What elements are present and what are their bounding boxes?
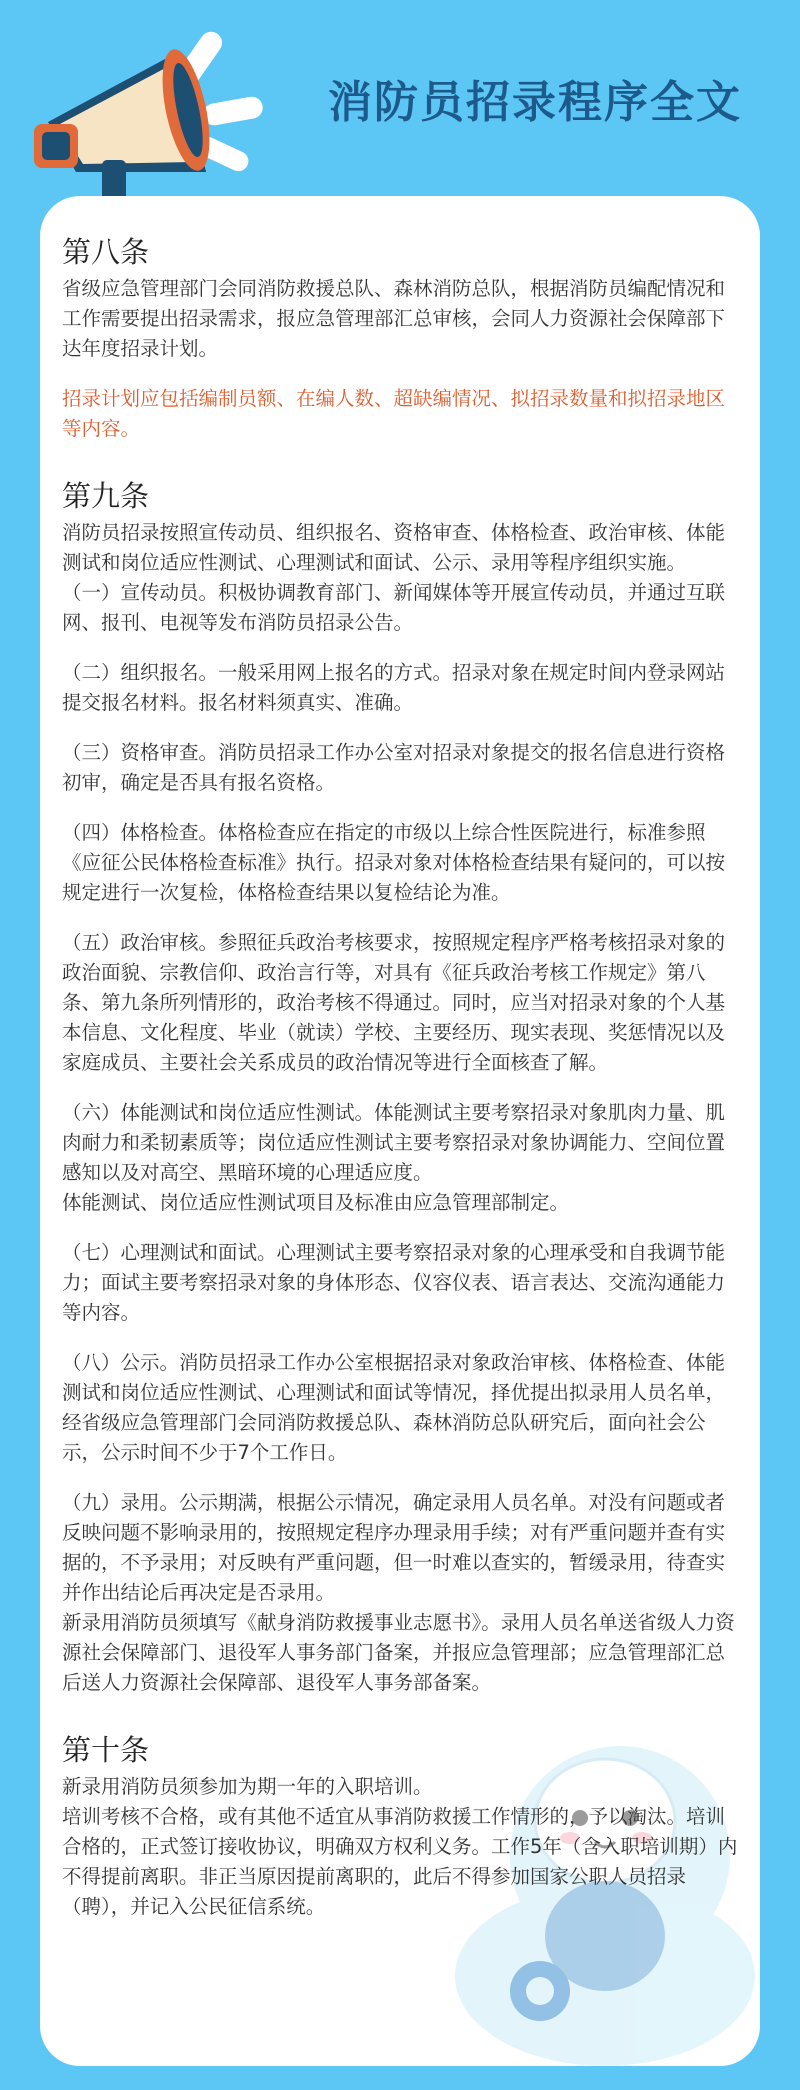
article-9-item: （七）心理测试和面试。心理测试主要考察招录对象的心理承受和自我调节能力；面试主要考察招录对象的身体形态、仪容仪表、语言表达、交流沟通能力等内容。 (62, 1241, 726, 1324)
content-card (40, 196, 760, 2066)
article-8-heading: 第八条 (62, 235, 150, 269)
article-9-item: （五）政治审核。参照征兵政治考核要求，按照规定程序严格考核招录对象的政治面貌、宗教信仰、政治言行等，对具有《征兵政治考核工作规定》第八条、第九条所列情形的，政治考核不得通过。同时，应当对招录对象的个人基本信息、文化程度、毕业（就读）学校、主要经历、现实表现、奖惩情况以及家庭成员、主要社会关系成员的政治情况等进行全面核查了解。 (62, 931, 726, 1074)
article-9-intro: 消防员招录按照宣传动员、组织报名、资格审查、体格检查、政治审核、体能测试和岗位适应性测试、心理测试和面试、公示、录用等程序组织实施。 (62, 521, 726, 574)
megaphone-icon (28, 22, 268, 212)
article-9-item: （三）资格审查。消防员招录工作办公室对招录对象提交的报名信息进行资格初审，确定是否具有报名资格。 (62, 741, 726, 794)
article-9-item: （九）录用。公示期满，根据公示情况，确定录用人员名单。对没有问题或者反映问题不影响录用的，按照规定程序办理录用手续；对有严重问题并查有实据的，不予录用；对反映有严重问题，但一时难以查实的，暂缓录用，待查实并作出结论后再决定是否录用。 (62, 1491, 726, 1604)
article-10-line-1: 新录用消防员须参加为期一年的入职培训。 (62, 1775, 433, 1798)
article-content (62, 232, 742, 1922)
article-9-item: （八）公示。消防员招录工作办公室根据招录对象政治审核、体格检查、体能测试和岗位适应性测试、心理测试和面试等情况，择优提出拟录用人员名单，经省级应急管理部门会同消防救援总队、森林消防总队研究后，面向社会公示，公示时间不少于7个工作日。 (62, 1351, 726, 1464)
article-10-line-2: 培训考核不合格，或有其他不适宜从事消防救援工作情形的，予以淘汰。培训合格的，正式签订接收协议，明确双方权利义务。工作5年（含入职培训期）内不得提前离职。非正当原因提前离职的，此后不得参加国家公职人员招录（聘），并记入公民征信系统。 (62, 1805, 738, 1918)
article-9-item: （一）宣传动员。积极协调教育部门、新闻媒体等开展宣传动员，并通过互联网、报刊、电视等发布消防员招录公告。 (62, 581, 726, 634)
header (0, 0, 800, 200)
article-9-item: （二）组织报名。一般采用网上报名的方式。招录对象在规定时间内登录网站提交报名材料。报名材料须真实、准确。 (62, 661, 726, 714)
article-10-heading: 第十条 (62, 1733, 150, 1767)
article-9-item-extra: 新录用消防员须填写《献身消防救援事业志愿书》。录用人员名单送省级人力资源社会保障部门、退役军人事务部门备案，并报应急管理部；应急管理部汇总后送人力资源社会保障部、退役军人事务部备案。 (62, 1611, 735, 1694)
article-8-note: 招录计划应包括编制员额、在编人数、超缺编情况、拟招录数量和拟招录地区等内容。 (62, 387, 726, 440)
article-9-item: （六）体能测试和岗位适应性测试。体能测试主要考察招录对象肌肉力量、肌肉耐力和柔韧素质等；岗位适应性测试主要考察招录对象协调能力、空间位置感知以及对高空、黑暗环境的心理适应度。 (62, 1101, 726, 1184)
article-9-item-extra: 体能测试、岗位适应性测试项目及标准由应急管理部制定。 (62, 1191, 570, 1214)
article-8-body: 省级应急管理部门会同消防救援总队、森林消防总队，根据消防员编配情况和工作需要提出招录需求，报应急管理部汇总审核，会同人力资源社会保障部下达年度招录计划。 (62, 277, 726, 360)
page-title: 消防员招录程序全文 (328, 77, 742, 128)
article-9-heading: 第九条 (62, 479, 150, 513)
article-9-item: （四）体格检查。体格检查应在指定的市级以上综合性医院进行，标准参照《应征公民体格检查标准》执行。招录对象对体格检查结果有疑问的，可以按规定进行一次复检，体格检查结果以复检结论为准。 (62, 821, 726, 904)
